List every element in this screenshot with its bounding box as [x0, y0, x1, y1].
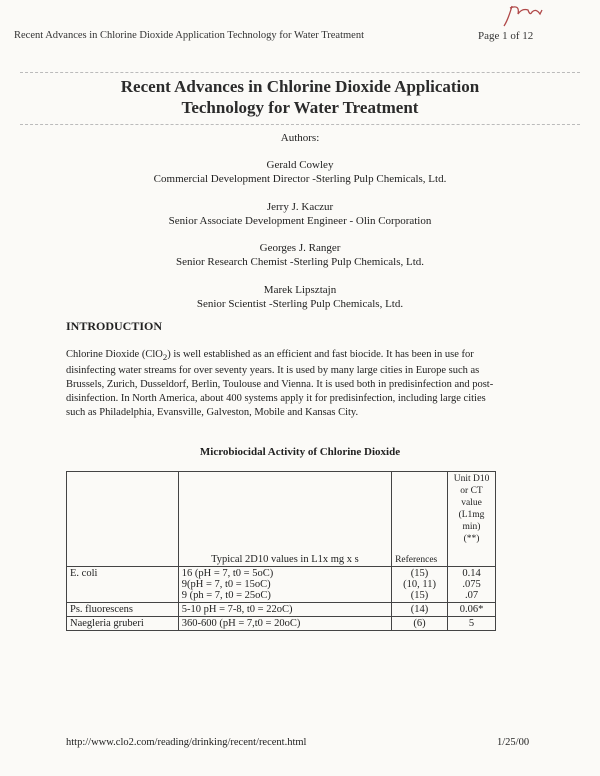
author-block [0, 283, 600, 311]
author-name: Jerry J. Kaczur [266, 201, 334, 213]
author-block [0, 241, 600, 269]
organism-cell: Ps. fluorescens [67, 603, 179, 617]
footer-url: http://www.clo2.com/reading/drinking/recent/recent.html [66, 737, 307, 748]
header-cell-references: References [392, 472, 448, 567]
organism-cell: E. coli [67, 567, 179, 603]
values-cell: 5-10 pH = 7-8, t0 = 22oC) [178, 603, 391, 617]
section-heading-introduction: INTRODUCTION [66, 319, 163, 333]
table-row [67, 603, 496, 617]
organism-cell: Naegleria gruberi [67, 617, 179, 631]
header-cell-organism [67, 472, 179, 567]
title-divider [20, 124, 580, 125]
table-caption: Microbiocidal Activity of Chlorine Dioxide [199, 446, 401, 458]
author-role: Senior Scientist -Sterling Pulp Chemicals, Ltd. [196, 298, 404, 310]
unit-value-cell: 0.14 .075 .07 [448, 567, 496, 603]
author-role: Commercial Development Director -Sterling Pulp Chemicals, Ltd. [153, 173, 447, 185]
unit-value-cell: 0.06* [448, 603, 496, 617]
references-cell: (6) [392, 617, 448, 631]
authors-label: Authors: [280, 132, 320, 144]
table-row [67, 567, 496, 603]
references-cell: (14) [392, 603, 448, 617]
introduction-paragraph: Chlorine Dioxide (ClO$_2$) is well established as an efficient and fast biocide. It has been in use for disinfecting water streams for over seventy years. It is used by many large cities in Europe such as Brussels, Zurich, Dusseldorf, Berlin, Toulouse and Vienna. It is used both in predisinfection and post-disinfection. In North America, about 400 systems apply it for predisinfection, including large cities such as Philadelphia, Evansville, Galveston, Mobile and Kansas City. [66, 349, 494, 419]
table-header-row [67, 472, 496, 567]
footer-date: 1/25/00 [497, 737, 530, 748]
running-header-title: Recent Advances in Chlorine Dioxide Application Technology for Water Treatment [14, 30, 365, 41]
page-number: Page 1 of 12 [478, 30, 534, 42]
unit-value-cell: 5 [448, 617, 496, 631]
author-name: Georges J. Ranger [259, 242, 341, 254]
author-block [0, 158, 600, 186]
author-role: Senior Associate Development Engineer - Olin Corporation [168, 215, 432, 227]
values-cell: 360-600 (pH = 7,t0 = 20oC) [178, 617, 391, 631]
author-block [0, 200, 600, 228]
handwritten-initials-mark [500, 2, 550, 32]
header-cell-2d10-values: Typical 2D10 values in L1x mg x s [178, 472, 391, 567]
author-name: Marek Lipsztajn [263, 284, 337, 296]
references-cell: (15) (10, 11) (15) [392, 567, 448, 603]
header-divider [20, 72, 580, 73]
values-cell: 16 (pH = 7, t0 = 5oC) 9(pH = 7, t0 = 15oC) 9 (ph = 7, t0 = 25oC) [178, 567, 391, 603]
document-title: Recent Advances in Chlorine Dioxide Application Technology for Water Treatment [120, 77, 480, 117]
header-cell-unit-d10: Unit D10 or CT value (L1mg min) (**) [448, 472, 496, 567]
table-row [67, 617, 496, 631]
author-role: Senior Research Chemist -Sterling Pulp Chemicals, Ltd. [175, 256, 425, 268]
author-name: Gerald Cowley [266, 159, 334, 171]
microbiocidal-activity-table [66, 471, 496, 631]
